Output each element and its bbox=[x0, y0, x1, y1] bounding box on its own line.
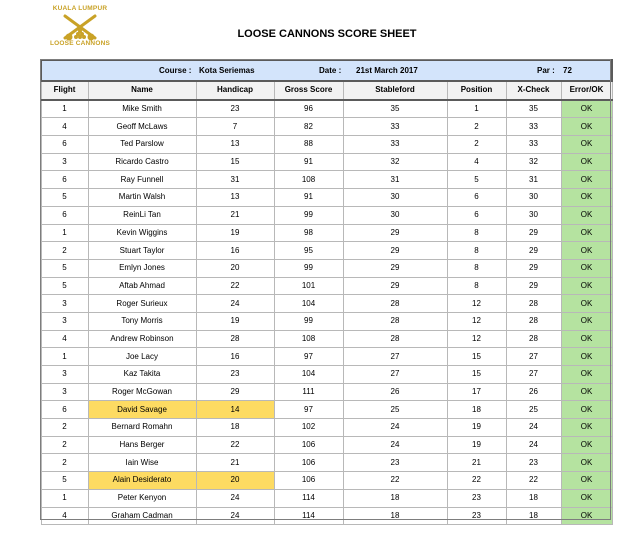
cell-flight: 1 bbox=[41, 489, 88, 507]
cell-name: Iain Wise bbox=[88, 454, 196, 472]
score-table bbox=[40, 59, 613, 525]
cell-gross-score: 106 bbox=[274, 472, 343, 490]
cell-gross-score: 106 bbox=[274, 454, 343, 472]
col-header-xcheck: X-Check bbox=[506, 81, 561, 100]
cell-name: Emlyn Jones bbox=[88, 259, 196, 277]
logo-top-text: KUALA LUMPUR bbox=[52, 5, 108, 12]
cell-status: OK bbox=[561, 472, 612, 490]
table-row bbox=[41, 401, 612, 419]
cell-flight: 2 bbox=[41, 436, 88, 454]
cell-name: Alain Desiderato bbox=[88, 472, 196, 490]
cell-name: Tony Morris bbox=[88, 312, 196, 330]
cell-position: 15 bbox=[447, 366, 506, 384]
cell-flight: 5 bbox=[41, 259, 88, 277]
cell-status: OK bbox=[561, 507, 612, 525]
cell-gross-score: 108 bbox=[274, 330, 343, 348]
cell-xcheck: 28 bbox=[506, 312, 561, 330]
cell-position: 6 bbox=[447, 206, 506, 224]
cell-status: OK bbox=[561, 153, 612, 171]
cell-stableford: 30 bbox=[343, 189, 447, 207]
cell-flight: 3 bbox=[41, 383, 88, 401]
cell-status: OK bbox=[561, 312, 612, 330]
cell-xcheck: 24 bbox=[506, 419, 561, 437]
table-row bbox=[41, 436, 612, 454]
table-row bbox=[41, 419, 612, 437]
table-row bbox=[41, 489, 612, 507]
cell-name: Graham Cadman bbox=[88, 507, 196, 525]
cell-status: OK bbox=[561, 259, 612, 277]
cell-status: OK bbox=[561, 206, 612, 224]
cell-flight: 4 bbox=[41, 118, 88, 136]
cell-handicap: 16 bbox=[196, 348, 274, 366]
cell-handicap: 28 bbox=[196, 330, 274, 348]
cell-stableford: 32 bbox=[343, 153, 447, 171]
cell-xcheck: 29 bbox=[506, 224, 561, 242]
cell-stableford: 18 bbox=[343, 507, 447, 525]
cell-flight: 1 bbox=[41, 348, 88, 366]
cell-handicap: 20 bbox=[196, 259, 274, 277]
column-header-row bbox=[41, 81, 612, 100]
cell-gross-score: 101 bbox=[274, 277, 343, 295]
cell-position: 12 bbox=[447, 330, 506, 348]
cell-stableford: 33 bbox=[343, 136, 447, 154]
cell-name: Kevin Wiggins bbox=[88, 224, 196, 242]
cell-status: OK bbox=[561, 436, 612, 454]
cell-gross-score: 91 bbox=[274, 189, 343, 207]
table-row bbox=[41, 472, 612, 490]
cell-flight: 3 bbox=[41, 366, 88, 384]
table-row bbox=[41, 136, 612, 154]
cell-status: OK bbox=[561, 189, 612, 207]
cell-status: OK bbox=[561, 419, 612, 437]
table-row bbox=[41, 312, 612, 330]
cell-stableford: 31 bbox=[343, 171, 447, 189]
cell-stableford: 33 bbox=[343, 118, 447, 136]
cell-xcheck: 23 bbox=[506, 454, 561, 472]
cell-gross-score: 114 bbox=[274, 507, 343, 525]
table-row bbox=[41, 295, 612, 313]
cell-handicap: 24 bbox=[196, 507, 274, 525]
cell-name: Bernard Romahn bbox=[88, 419, 196, 437]
cell-flight: 5 bbox=[41, 472, 88, 490]
cell-xcheck: 30 bbox=[506, 206, 561, 224]
col-header-gross-score: Gross Score bbox=[274, 81, 343, 100]
cell-stableford: 22 bbox=[343, 472, 447, 490]
cell-xcheck: 28 bbox=[506, 330, 561, 348]
cell-status: OK bbox=[561, 100, 612, 118]
cell-status: OK bbox=[561, 171, 612, 189]
cell-stableford: 26 bbox=[343, 383, 447, 401]
cell-flight: 3 bbox=[41, 312, 88, 330]
cell-stableford: 27 bbox=[343, 366, 447, 384]
cell-name: Mike Smith bbox=[88, 100, 196, 118]
cell-name: Peter Kenyon bbox=[88, 489, 196, 507]
cell-name: Ted Parslow bbox=[88, 136, 196, 154]
cell-position: 8 bbox=[447, 277, 506, 295]
cell-name: Martin Walsh bbox=[88, 189, 196, 207]
cell-xcheck: 29 bbox=[506, 242, 561, 260]
cell-xcheck: 22 bbox=[506, 472, 561, 490]
cell-stableford: 35 bbox=[343, 100, 447, 118]
cell-gross-score: 99 bbox=[274, 312, 343, 330]
cell-status: OK bbox=[561, 277, 612, 295]
cell-position: 23 bbox=[447, 489, 506, 507]
logo-bottom-text: LOOSE CANNONS bbox=[49, 40, 111, 47]
cell-position: 1 bbox=[447, 100, 506, 118]
table-row bbox=[41, 277, 612, 295]
cell-flight: 2 bbox=[41, 419, 88, 437]
cell-xcheck: 18 bbox=[506, 507, 561, 525]
cell-xcheck: 27 bbox=[506, 348, 561, 366]
cell-handicap: 16 bbox=[196, 242, 274, 260]
cell-position: 23 bbox=[447, 507, 506, 525]
cell-handicap: 24 bbox=[196, 489, 274, 507]
course-label: Course : bbox=[159, 66, 192, 75]
cell-gross-score: 108 bbox=[274, 171, 343, 189]
cell-xcheck: 26 bbox=[506, 383, 561, 401]
cell-stableford: 29 bbox=[343, 277, 447, 295]
table-row bbox=[41, 100, 612, 118]
cell-gross-score: 96 bbox=[274, 100, 343, 118]
cell-position: 4 bbox=[447, 153, 506, 171]
cell-name: Ricardo Castro bbox=[88, 153, 196, 171]
cell-status: OK bbox=[561, 118, 612, 136]
cell-stableford: 29 bbox=[343, 242, 447, 260]
table-row bbox=[41, 259, 612, 277]
col-header-handicap: Handicap bbox=[196, 81, 274, 100]
cell-position: 8 bbox=[447, 224, 506, 242]
cell-name: Hans Berger bbox=[88, 436, 196, 454]
cell-name: Kaz Takita bbox=[88, 366, 196, 384]
cell-gross-score: 111 bbox=[274, 383, 343, 401]
cell-handicap: 7 bbox=[196, 118, 274, 136]
table-row bbox=[41, 366, 612, 384]
cell-status: OK bbox=[561, 348, 612, 366]
cell-stableford: 29 bbox=[343, 259, 447, 277]
cell-position: 19 bbox=[447, 419, 506, 437]
course-name: Kota Seriemas bbox=[199, 66, 255, 75]
cell-xcheck: 32 bbox=[506, 153, 561, 171]
cell-status: OK bbox=[561, 366, 612, 384]
date-value: 21st March 2017 bbox=[356, 66, 418, 75]
course-info-bar bbox=[41, 60, 612, 81]
cell-xcheck: 30 bbox=[506, 189, 561, 207]
cell-handicap: 23 bbox=[196, 100, 274, 118]
table-row bbox=[41, 118, 612, 136]
table-row bbox=[41, 348, 612, 366]
cell-gross-score: 91 bbox=[274, 153, 343, 171]
cell-gross-score: 95 bbox=[274, 242, 343, 260]
cell-flight: 2 bbox=[41, 454, 88, 472]
cell-name: David Savage bbox=[88, 401, 196, 419]
cell-xcheck: 35 bbox=[506, 100, 561, 118]
cell-handicap: 21 bbox=[196, 454, 274, 472]
cell-position: 12 bbox=[447, 312, 506, 330]
cell-stableford: 24 bbox=[343, 436, 447, 454]
cell-status: OK bbox=[561, 330, 612, 348]
table-row bbox=[41, 153, 612, 171]
table-row bbox=[41, 454, 612, 472]
cell-name: Roger McGowan bbox=[88, 383, 196, 401]
cell-flight: 5 bbox=[41, 277, 88, 295]
cell-gross-score: 97 bbox=[274, 348, 343, 366]
cell-position: 2 bbox=[447, 118, 506, 136]
table-row bbox=[41, 171, 612, 189]
cell-status: OK bbox=[561, 224, 612, 242]
col-header-flight: Flight bbox=[41, 81, 88, 100]
cell-name: Ray Funnell bbox=[88, 171, 196, 189]
cell-position: 21 bbox=[447, 454, 506, 472]
cell-flight: 6 bbox=[41, 401, 88, 419]
cell-name: Joe Lacy bbox=[88, 348, 196, 366]
cell-position: 2 bbox=[447, 136, 506, 154]
cell-position: 12 bbox=[447, 295, 506, 313]
cell-stableford: 23 bbox=[343, 454, 447, 472]
cell-handicap: 23 bbox=[196, 366, 274, 384]
table-row bbox=[41, 224, 612, 242]
cell-handicap: 21 bbox=[196, 206, 274, 224]
cell-position: 18 bbox=[447, 401, 506, 419]
cell-name: Roger Surieux bbox=[88, 295, 196, 313]
table-row bbox=[41, 242, 612, 260]
cell-position: 17 bbox=[447, 383, 506, 401]
cell-gross-score: 98 bbox=[274, 224, 343, 242]
cell-gross-score: 97 bbox=[274, 401, 343, 419]
cell-stableford: 24 bbox=[343, 419, 447, 437]
cell-handicap: 19 bbox=[196, 224, 274, 242]
cell-xcheck: 31 bbox=[506, 171, 561, 189]
cell-gross-score: 104 bbox=[274, 366, 343, 384]
cell-flight: 2 bbox=[41, 242, 88, 260]
par-value: 72 bbox=[563, 66, 572, 75]
table-row bbox=[41, 189, 612, 207]
cell-flight: 3 bbox=[41, 153, 88, 171]
cell-handicap: 19 bbox=[196, 312, 274, 330]
cell-stableford: 30 bbox=[343, 206, 447, 224]
cell-status: OK bbox=[561, 489, 612, 507]
cell-position: 6 bbox=[447, 189, 506, 207]
cell-status: OK bbox=[561, 242, 612, 260]
cell-xcheck: 33 bbox=[506, 136, 561, 154]
cell-handicap: 22 bbox=[196, 436, 274, 454]
cell-name: Geoff McLaws bbox=[88, 118, 196, 136]
cell-gross-score: 88 bbox=[274, 136, 343, 154]
cell-position: 15 bbox=[447, 348, 506, 366]
cell-status: OK bbox=[561, 401, 612, 419]
cell-flight: 6 bbox=[41, 206, 88, 224]
cell-stableford: 27 bbox=[343, 348, 447, 366]
cell-xcheck: 25 bbox=[506, 401, 561, 419]
cell-xcheck: 27 bbox=[506, 366, 561, 384]
cell-stableford: 28 bbox=[343, 295, 447, 313]
cell-flight: 6 bbox=[41, 171, 88, 189]
cell-xcheck: 18 bbox=[506, 489, 561, 507]
cell-gross-score: 102 bbox=[274, 419, 343, 437]
col-header-name: Name bbox=[88, 81, 196, 100]
cell-gross-score: 82 bbox=[274, 118, 343, 136]
cell-name: Andrew Robinson bbox=[88, 330, 196, 348]
cell-position: 19 bbox=[447, 436, 506, 454]
cell-xcheck: 29 bbox=[506, 259, 561, 277]
cell-handicap: 14 bbox=[196, 401, 274, 419]
cell-stableford: 18 bbox=[343, 489, 447, 507]
cell-xcheck: 28 bbox=[506, 295, 561, 313]
cell-handicap: 15 bbox=[196, 153, 274, 171]
cell-position: 22 bbox=[447, 472, 506, 490]
cell-gross-score: 99 bbox=[274, 259, 343, 277]
cell-handicap: 20 bbox=[196, 472, 274, 490]
cell-position: 5 bbox=[447, 171, 506, 189]
cell-status: OK bbox=[561, 454, 612, 472]
cell-handicap: 29 bbox=[196, 383, 274, 401]
page-title: LOOSE CANNONS SCORE SHEET bbox=[237, 28, 417, 40]
table-row bbox=[41, 330, 612, 348]
cell-gross-score: 106 bbox=[274, 436, 343, 454]
cell-flight: 5 bbox=[41, 189, 88, 207]
cell-gross-score: 114 bbox=[274, 489, 343, 507]
table-row bbox=[41, 383, 612, 401]
cell-status: OK bbox=[561, 383, 612, 401]
cell-handicap: 31 bbox=[196, 171, 274, 189]
cell-xcheck: 33 bbox=[506, 118, 561, 136]
cell-flight: 4 bbox=[41, 507, 88, 525]
col-header-status: Error/OK bbox=[561, 81, 612, 100]
date-label: Date : bbox=[319, 66, 342, 75]
cell-handicap: 13 bbox=[196, 136, 274, 154]
cell-flight: 1 bbox=[41, 100, 88, 118]
cell-status: OK bbox=[561, 295, 612, 313]
cell-handicap: 13 bbox=[196, 189, 274, 207]
cell-name: Stuart Taylor bbox=[88, 242, 196, 260]
cell-gross-score: 99 bbox=[274, 206, 343, 224]
cell-flight: 6 bbox=[41, 136, 88, 154]
table-row bbox=[41, 507, 612, 525]
par-label: Par : bbox=[537, 66, 555, 75]
cell-status: OK bbox=[561, 136, 612, 154]
cell-name: ReinLi Tan bbox=[88, 206, 196, 224]
cell-name: Aftab Ahmad bbox=[88, 277, 196, 295]
cell-handicap: 22 bbox=[196, 277, 274, 295]
col-header-stableford: Stableford bbox=[343, 81, 447, 100]
cell-flight: 4 bbox=[41, 330, 88, 348]
cell-position: 8 bbox=[447, 242, 506, 260]
table-row bbox=[41, 206, 612, 224]
col-header-position: Position bbox=[447, 81, 506, 100]
cell-xcheck: 29 bbox=[506, 277, 561, 295]
cell-xcheck: 24 bbox=[506, 436, 561, 454]
cell-handicap: 24 bbox=[196, 295, 274, 313]
cell-stableford: 28 bbox=[343, 312, 447, 330]
cell-gross-score: 104 bbox=[274, 295, 343, 313]
club-logo bbox=[48, 5, 112, 49]
cell-position: 8 bbox=[447, 259, 506, 277]
cell-stableford: 28 bbox=[343, 330, 447, 348]
cell-flight: 3 bbox=[41, 295, 88, 313]
cell-handicap: 18 bbox=[196, 419, 274, 437]
cell-flight: 1 bbox=[41, 224, 88, 242]
cell-stableford: 25 bbox=[343, 401, 447, 419]
cell-stableford: 29 bbox=[343, 224, 447, 242]
